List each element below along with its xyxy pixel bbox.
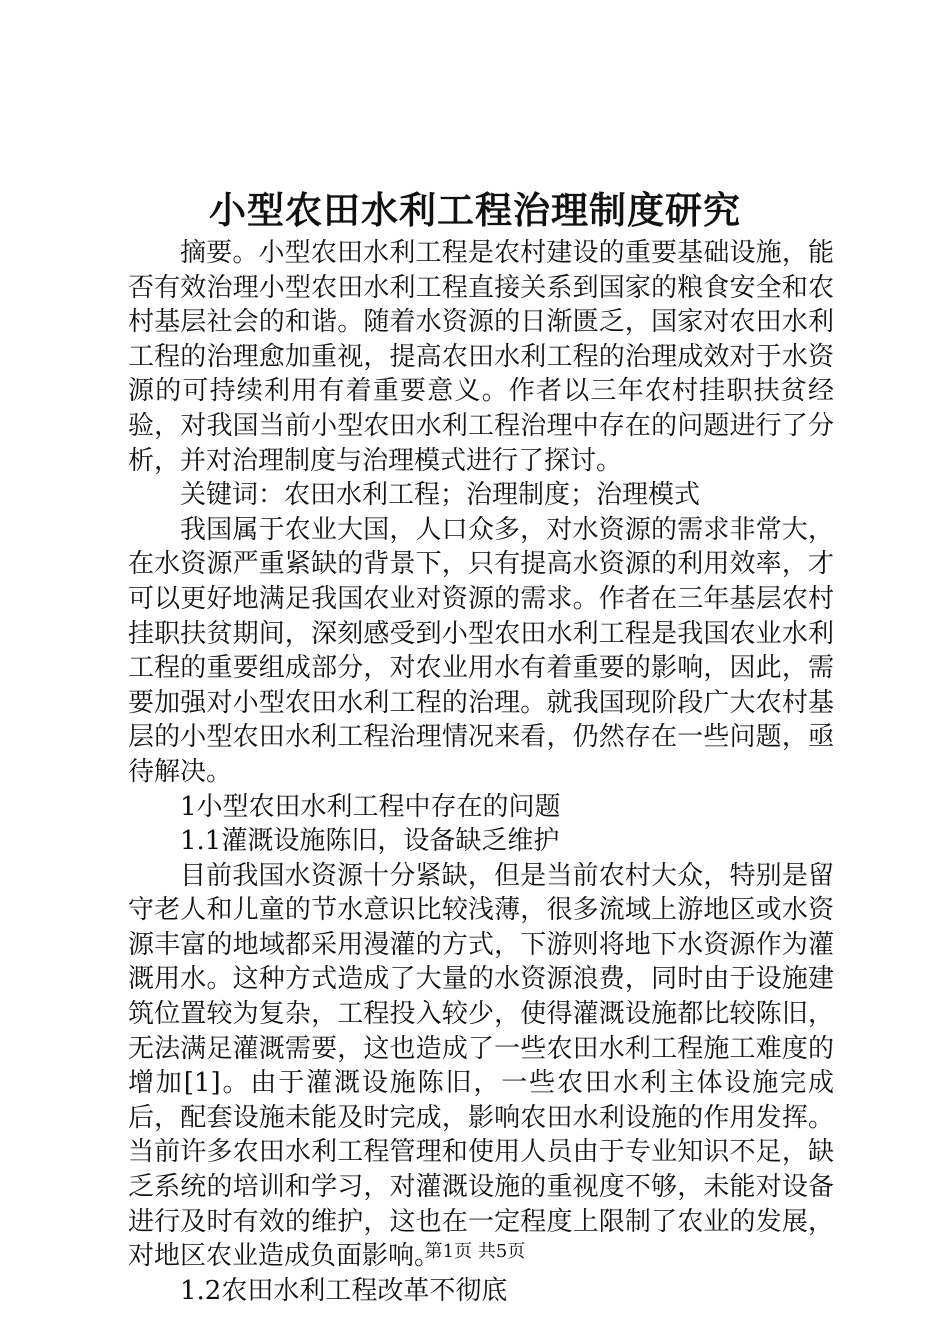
document-body bbox=[128, 236, 834, 1308]
abstract-paragraph: 摘要。小型农田水利工程是农村建设的重要基础设施，能否有效治理小型农田水利工程直接关系到国家的粮食安全和农村基层社会的和谐。随着水资源的日渐匮乏，国家对农田水利工程的治理愈加重视，提高农田水利工程的治理成效对于水资源的可持续利用有着重要意义。作者以三年农村挂职扶贫经验，对我国当前小型农田水利工程治理中存在的问题进行了分析，并对治理制度与治理模式进行了探讨。 bbox=[128, 238, 834, 476]
subsection-heading: 1.2农田水利工程改革不彻底 bbox=[180, 1275, 508, 1306]
page-number-footer: 第1页 共5页 bbox=[424, 1241, 526, 1262]
keywords-paragraph: 关键词：农田水利工程；治理制度；治理模式 bbox=[180, 480, 701, 511]
body-paragraph: 目前我国水资源十分紧缺，但是当前农村大众，特别是留守老人和儿童的节水意识比较浅薄，很多流域上游地区或水资源丰富的地域都采用漫灌的方式，下游则将地下水资源作为灌溉用水。这种方式造成了大量的水资源浪费，同时由于设施建筑位置较为复杂，工程投入较少，使得灌溉设施都比较陈旧，无法满足灌溉需要，这也造成了一些农田水利工程施工难度的增加[1]。由于灌溉设施陈旧，一些农田水利主体设施完成后，配套设施未能及时完成，影响农田水利设施的作用发挥。当前许多农田水利工程管理和使用人员由于专业知识不足，缺乏系统的培训和学习，对灌溉设施的重视度不够，未能对设备进行及时有效的维护，这也在一定程度上限制了农业的发展，对地区农业造成负面影响。 bbox=[128, 860, 834, 1272]
intro-paragraph: 我国属于农业大国，人口众多，对水资源的需求非常大，在水资源严重紧缺的背景下，只有提高水资源的利用效率，才可以更好地满足我国农业对资源的需求。作者在三年基层农村挂职扶贫期间，深刻感受到小型农田水利工程是我国农业水利工程的重要组成部分，对农业用水有着重要的影响，因此，需要加强对小型农田水利工程的治理。就我国现阶段广大农村基层的小型农田水利工程治理情况来看，仍然存在一些问题，亟待解决。 bbox=[128, 514, 834, 787]
page-title: 小型农田水利工程治理制度研究 bbox=[209, 188, 741, 232]
subsection-heading: 1.1灌溉设施陈旧，设备缺乏维护 bbox=[180, 826, 560, 857]
section-heading: 1小型农田水利工程中存在的问题 bbox=[180, 791, 561, 822]
